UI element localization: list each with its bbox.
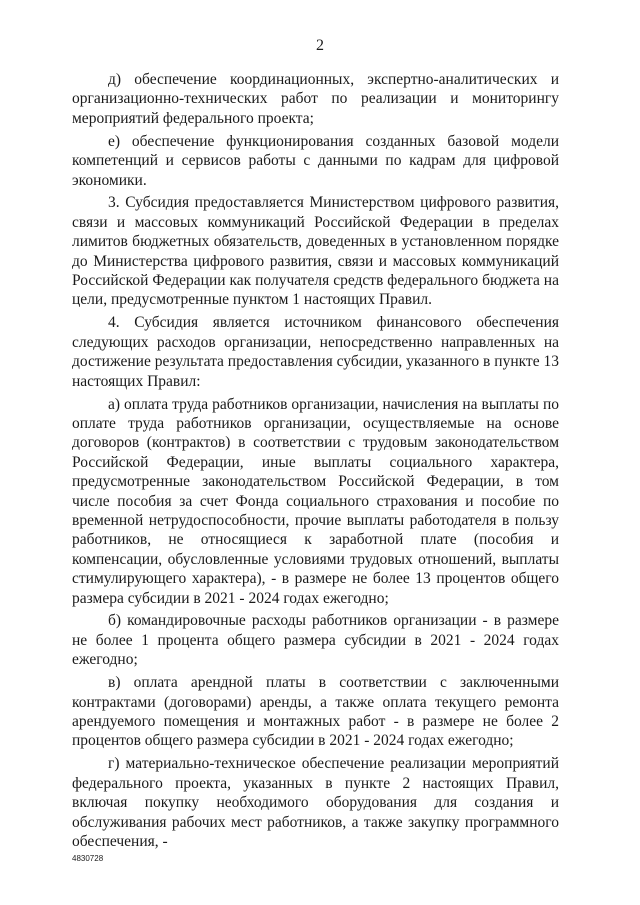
document-code: 4830728 (72, 854, 104, 863)
paragraph-item-b: б) командировочные расходы работников организации - в размере не более 1 процента общего размера субсидии в 2021 - 2024 годах ежегодно; (72, 612, 559, 669)
paragraph-item-e: е) обеспечение функционирования созданных базовой модели компетенций и сервисов работы с данными по кадрам для цифровой экономики. (72, 132, 559, 189)
paragraph-item-v: в) оплата арендной платы в соответствии с заключенными контрактами (договорами) аренды, а также оплата текущего ремонта арендуемого помещения и монтажных работ - в размере не более 2 процентов общего размера субсидии в 2021 - 2024 годах ежегодно; (72, 674, 559, 750)
document-body (72, 70, 559, 855)
paragraph-clause-4: 4. Субсидия является источником финансового обеспечения следующих расходов организации, непосредственно направленных на достижение результата предоставления субсидии, указанного в пункте 13 настоящих Правил: (72, 314, 559, 390)
paragraph-item-g: г) материально-техническое обеспечение реализации мероприятий федерального проекта, указанных в пункте 2 настоящих Правил, включая покупку необходимого оборудования для создания и обслуживания рабочих мест работников, а также закупку программного обеспечения, - (72, 755, 559, 850)
paragraph-item-a: а) оплата труда работников организации, начисления на выплаты по оплате труда работников организации, осуществляемые на основе договоров (контрактов) в соответствии с трудовым законодательством Российской Федерации, иные выплаты социального характера, предусмотренные законодательством Российской Федерации, в том числе пособия за счет Фонда социального страхования и пособие по временной нетрудоспособности, прочие выплаты работодателя в пользу работников, не относящиеся к заработной плате (пособия и компенсации, обусловленные условиями трудовых отношений, выплаты стимулирующего характера), - в размере не более 13 процентов общего размера субсидии в 2021 - 2024 годах ежегодно; (72, 395, 559, 607)
page-number: 2 (316, 37, 324, 54)
paragraph-clause-3: 3. Субсидия предоставляется Министерством цифрового развития, связи и массовых коммуникаций Российской Федерации в пределах лимитов бюджетных обязательств, доведенных в установленном порядке до Министерства цифрового развития, связи и массовых коммуникаций Российской Федерации как получателя средств федерального бюджета на цели, предусмотренные пунктом 1 настоящих Правил. (72, 194, 559, 309)
paragraph-item-d: д) обеспечение координационных, экспертно-аналитических и организационно-технических работ по реализации и мониторингу мероприятий федерального проекта; (72, 71, 559, 127)
